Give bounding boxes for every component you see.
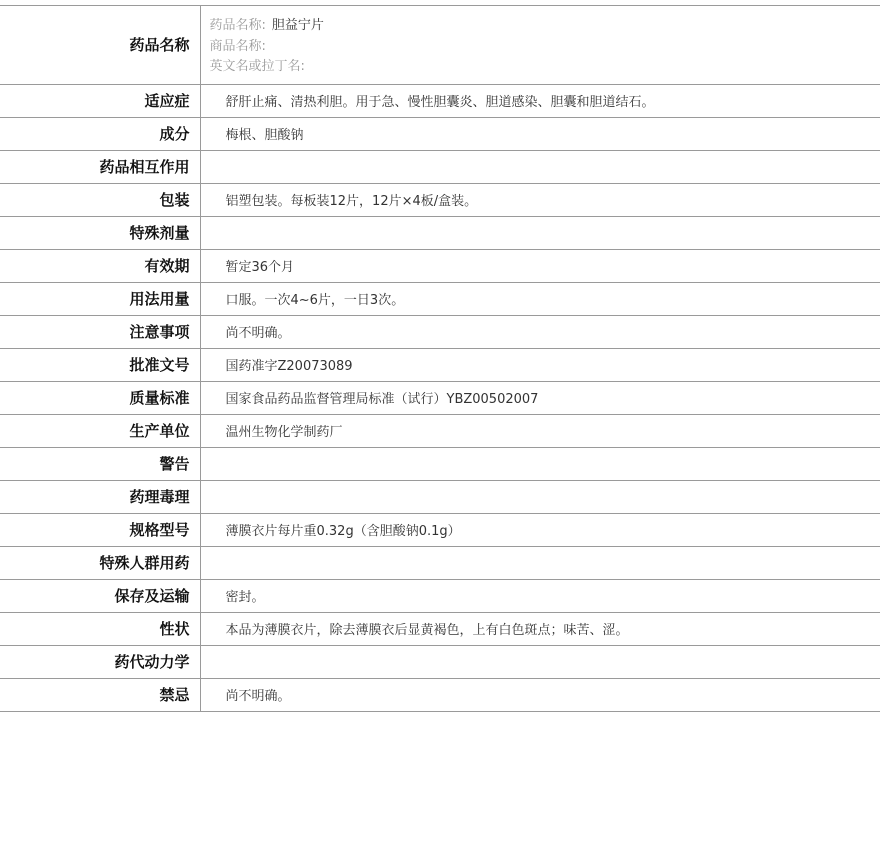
- row-value: 本品为薄膜衣片，除去薄膜衣后显黄褐色，上有白色斑点；味苦、涩。: [200, 612, 880, 645]
- row-value: 国药准字Z20073089: [200, 348, 880, 381]
- drug-name-values: [200, 6, 880, 85]
- row-value: [200, 480, 880, 513]
- row-label: 包装: [0, 183, 200, 216]
- generic-name-line: [210, 16, 880, 37]
- row-label: 警告: [0, 447, 200, 480]
- table-row: [0, 84, 880, 117]
- english-name-key: 英文名或拉丁名:: [209, 59, 305, 74]
- row-value: [200, 546, 880, 579]
- generic-name-key: 药品名称:: [209, 18, 266, 33]
- row-value: [200, 447, 880, 480]
- row-value: 国家食品药品监督管理局标准（试行）YBZ00502007: [200, 381, 880, 414]
- drug-info-table: [0, 5, 880, 712]
- table-row: [0, 678, 880, 711]
- generic-name-value: 胆益宁片: [271, 18, 324, 33]
- table-row: [0, 117, 880, 150]
- table-row: [0, 480, 880, 513]
- row-label: 质量标准: [0, 381, 200, 414]
- row-label: 用法用量: [0, 282, 200, 315]
- row-label: 生产单位: [0, 414, 200, 447]
- table-row: [0, 150, 880, 183]
- table-row: [0, 546, 880, 579]
- row-value: 温州生物化学制药厂: [200, 414, 880, 447]
- row-label: 成分: [0, 117, 200, 150]
- row-value: 尚不明确。: [200, 678, 880, 711]
- row-label: 特殊剂量: [0, 216, 200, 249]
- table-row: [0, 348, 880, 381]
- drug-name-label: 药品名称: [0, 6, 200, 85]
- row-value: 尚不明确。: [200, 315, 880, 348]
- row-value: 密封。: [200, 579, 880, 612]
- row-label: 性状: [0, 612, 200, 645]
- table-row: [0, 183, 880, 216]
- row-value: 舒肝止痛、清热利胆。用于急、慢性胆囊炎、胆道感染、胆囊和胆道结石。: [200, 84, 880, 117]
- row-label: 注意事项: [0, 315, 200, 348]
- row-label: 特殊人群用药: [0, 546, 200, 579]
- table-row: [0, 414, 880, 447]
- row-value: 铝塑包装。每板装12片，12片×4板/盒装。: [200, 183, 880, 216]
- table-row: [0, 612, 880, 645]
- row-label: 保存及运输: [0, 579, 200, 612]
- trade-name-line: [210, 37, 880, 58]
- table-row: [0, 216, 880, 249]
- row-label: 适应症: [0, 84, 200, 117]
- table-row: [0, 513, 880, 546]
- table-row: [0, 447, 880, 480]
- row-label: 药品相互作用: [0, 150, 200, 183]
- drug-name-row: [0, 6, 880, 85]
- table-row: [0, 249, 880, 282]
- table-row: [0, 315, 880, 348]
- row-value: [200, 150, 880, 183]
- table-row: [0, 381, 880, 414]
- row-value: [200, 216, 880, 249]
- row-label: 药代动力学: [0, 645, 200, 678]
- row-value: 薄膜衣片每片重0.32g（含胆酸钠0.1g）: [200, 513, 880, 546]
- row-label: 禁忌: [0, 678, 200, 711]
- row-label: 有效期: [0, 249, 200, 282]
- table-row: [0, 645, 880, 678]
- trade-name-key: 商品名称:: [209, 38, 266, 54]
- row-value: 梅根、胆酸钠: [200, 117, 880, 150]
- row-label: 规格型号: [0, 513, 200, 546]
- row-label: 批准文号: [0, 348, 200, 381]
- row-value: 口服。一次4~6片，一日3次。: [200, 282, 880, 315]
- row-label: 药理毒理: [0, 480, 200, 513]
- table-row: [0, 282, 880, 315]
- row-value: [200, 645, 880, 678]
- english-name-line: [210, 57, 880, 78]
- row-value: 暂定36个月: [200, 249, 880, 282]
- table-row: [0, 579, 880, 612]
